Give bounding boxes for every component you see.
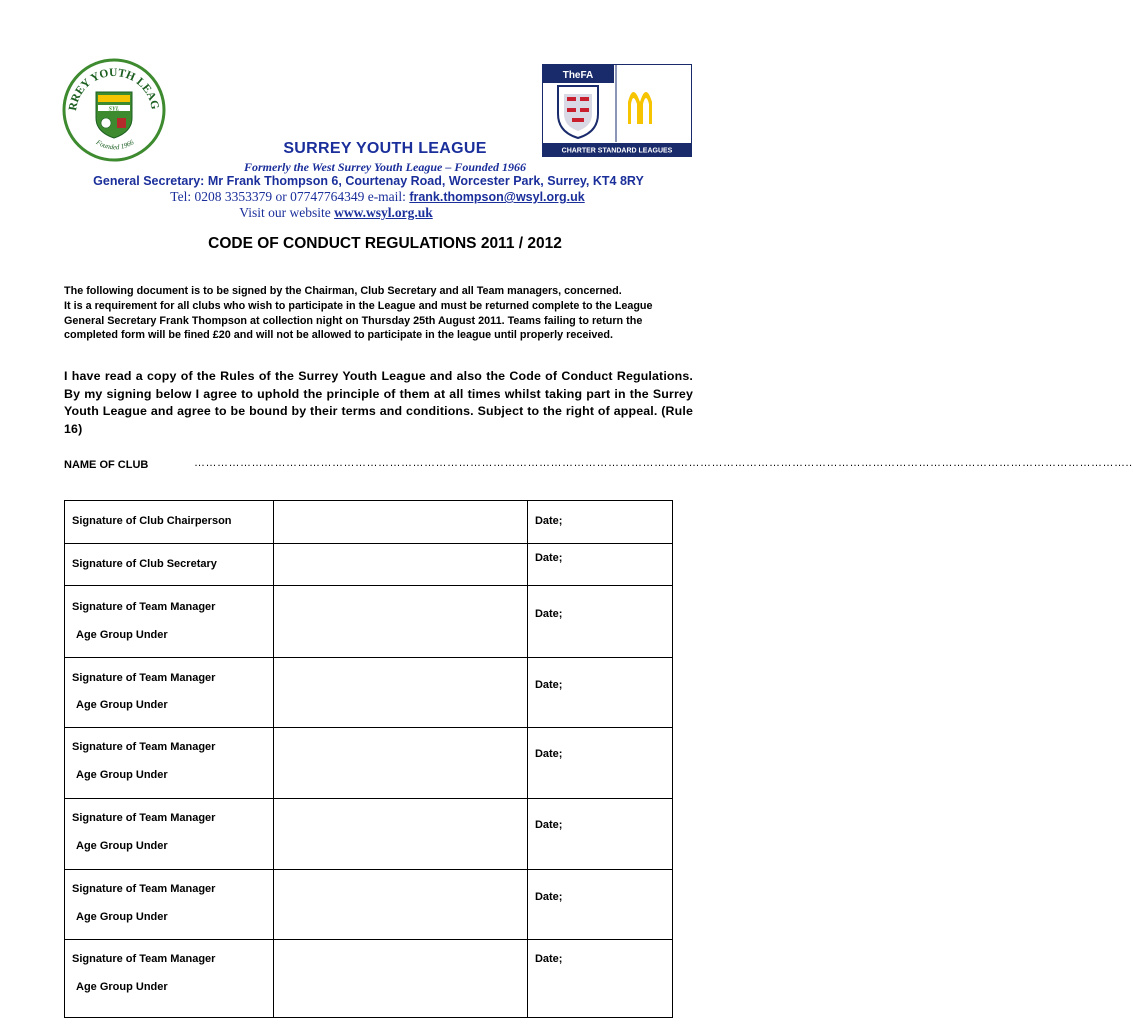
signature-field[interactable] [273,658,527,728]
table-row [65,586,673,658]
signature-field[interactable] [273,940,527,1018]
signature-label: Signature of Team Manager [72,883,216,895]
contact-line [0,189,755,205]
date-cell[interactable] [527,870,672,940]
charter-banner-text: CHARTER STANDARD LEAGUES [561,147,673,155]
signature-label-cell [65,544,274,586]
signature-field[interactable] [273,870,527,940]
signature-field[interactable] [273,586,527,658]
date-cell[interactable] [527,501,672,544]
website-line [0,205,672,221]
signature-label-cell [65,799,274,870]
date-label: Date; [534,819,563,831]
date-cell[interactable] [527,728,672,799]
table-row [65,658,673,728]
table-row [65,501,673,544]
tel-text: Tel: 0208 3353379 or 07747764349 e-mail: [170,189,410,204]
formerly-subtitle: Formerly the West Surrey Youth League – Founded 1966 [243,160,527,174]
signature-field[interactable] [273,544,527,586]
table-row [65,728,673,799]
date-label: Date; [534,679,563,691]
date-label: Date; [534,552,563,564]
signature-label-cell [65,940,274,1018]
intro-line: The following document is to be signed by the Chairman, Club Secretary and all Team managers, concerned. [64,285,622,297]
age-group-label: Age Group Under [76,699,168,711]
table-row [65,799,673,870]
table-row [65,940,673,1018]
fa-text: TheFA [562,70,594,81]
signature-field[interactable] [273,728,527,799]
club-name-label: NAME OF CLUB [64,459,149,471]
table-row [65,544,673,586]
signature-label: Signature of Club Chairperson [72,515,232,527]
signature-field[interactable] [273,799,527,870]
club-name-field[interactable]: ……………………………………………………………………………………………………………………………………………………………………………………………………………………….. [194,457,1133,469]
signature-label-cell [65,870,274,940]
logo-founded-text: Founded 1966 [94,138,136,152]
general-secretary-address: General Secretary: Mr Frank Thompson 6, Courtenay Road, Worcester Park, Surrey, KT4 8RY [93,174,644,188]
website-prefix: Visit our website [239,205,335,220]
date-cell[interactable] [527,544,672,586]
signature-label-cell [65,586,274,658]
signature-label-cell [65,501,274,544]
signature-label: Signature of Club Secretary [72,558,217,570]
signature-label: Signature of Team Manager [72,601,216,613]
signature-label: Signature of Team Manager [72,741,216,753]
date-label: Date; [534,608,563,620]
age-group-label: Age Group Under [76,981,168,993]
declaration-text: I have read a copy of the Rules of the Surrey Youth League and also the Code of Conduct Regulations. By my signing below I agree to uphold the principle of them at all times whilst taking part in the Surrey Youth League and agree to be bound by their terms and conditions. Subject to the right of appeal. (Rule 16) [64,369,693,436]
signature-label-cell [65,728,274,799]
date-label: Date; [534,515,563,527]
date-label: Date; [534,953,563,965]
table-row [65,870,673,940]
website-link[interactable]: www.wsyl.org.uk [334,205,433,220]
intro-line: It is a requirement for all clubs who wish to participate in the League and must be returned complete to the League General Secretary Frank Thompson at collection night on Thursday 25th August 2011. Teams failing to return the completed form will be fined £20 and will not be allowed to participate in the league until properly received. [64,299,653,342]
date-cell[interactable] [527,658,672,728]
document-title: CODE OF CONDUCT REGULATIONS 2011 / 2012 [208,235,562,252]
signature-label: Signature of Team Manager [72,812,216,824]
signature-label: Signature of Team Manager [72,672,216,684]
signature-label-cell [65,658,274,728]
declaration-paragraph [64,368,693,438]
age-group-label: Age Group Under [76,629,168,641]
date-cell[interactable] [527,586,672,658]
signature-field[interactable] [273,501,527,544]
date-label: Date; [534,748,563,760]
age-group-label: Age Group Under [76,840,168,852]
logo-shield-text: SYL [108,106,120,113]
age-group-label: Age Group Under [76,911,168,923]
date-cell[interactable] [527,799,672,870]
email-link[interactable]: frank.thompson@wsyl.org.uk [409,190,585,204]
logo-arc-text: RREY YOUTH LEAG [67,66,161,112]
date-label: Date; [534,891,563,903]
date-cell[interactable] [527,940,672,1018]
intro-paragraph [64,284,693,343]
league-title: SURREY YOUTH LEAGUE [283,140,487,157]
signature-table [64,500,673,1018]
age-group-label: Age Group Under [76,769,168,781]
signature-label: Signature of Team Manager [72,953,216,965]
